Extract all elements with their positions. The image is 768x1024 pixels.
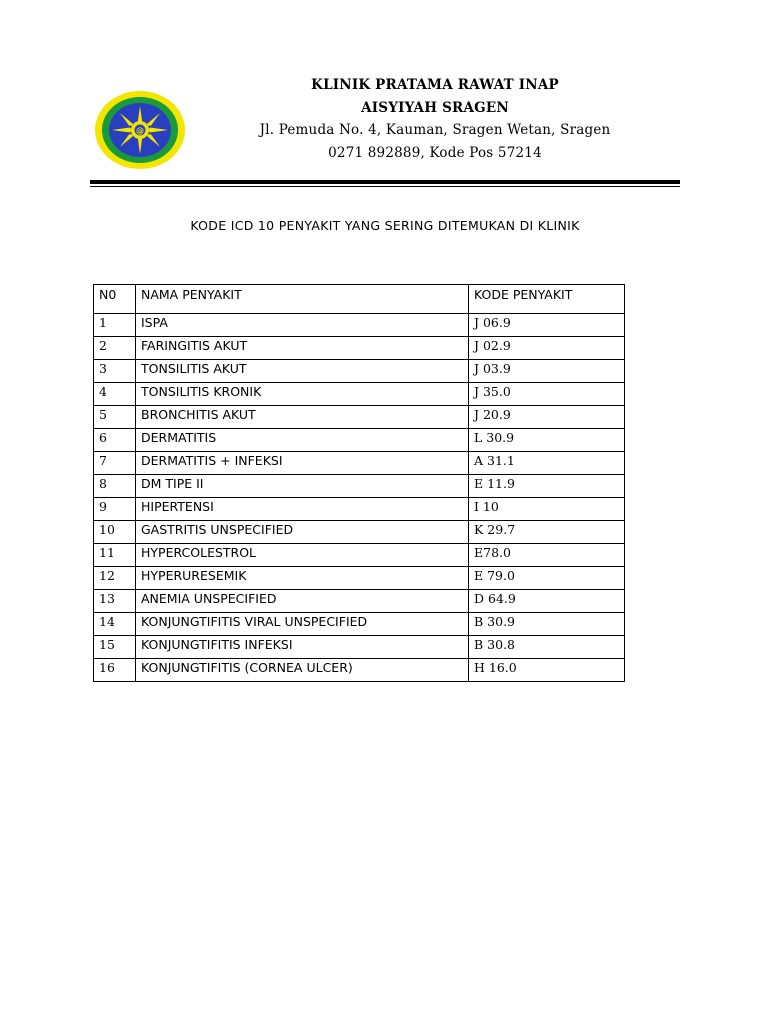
- disease-name: HYPERURESEMIK: [136, 567, 469, 590]
- document-title: KODE ICD 10 PENYAKIT YANG SERING DITEMUKAN DI KLINIK: [190, 218, 580, 233]
- clinic-location: AISYIYAH SRAGEN: [361, 99, 509, 116]
- icd-table: [93, 284, 625, 682]
- table-row: [94, 475, 625, 498]
- row-number: 9: [94, 498, 136, 521]
- disease-code: J 03.9: [469, 360, 625, 383]
- table-row: [94, 498, 625, 521]
- row-number: 5: [94, 406, 136, 429]
- table-row: [94, 544, 625, 567]
- clinic-address: Jl. Pemuda No. 4, Kauman, Sragen Wetan, Sragen: [259, 122, 611, 138]
- table-row: [94, 521, 625, 544]
- disease-name: FARINGITIS AKUT: [136, 337, 469, 360]
- disease-name: DM TIPE II: [136, 475, 469, 498]
- svg-text:@: @: [136, 126, 144, 136]
- table-row: [94, 659, 625, 682]
- disease-name: DERMATITIS: [136, 429, 469, 452]
- disease-name: BRONCHITIS AKUT: [136, 406, 469, 429]
- table-row: [94, 567, 625, 590]
- header-disease-name: NAMA PENYAKIT: [136, 285, 469, 314]
- table-row: [94, 452, 625, 475]
- disease-code: D 64.9: [469, 590, 625, 613]
- clinic-name: KLINIK PRATAMA RAWAT INAP: [311, 77, 559, 93]
- clinic-logo: [94, 90, 186, 170]
- table-row: [94, 314, 625, 337]
- disease-code: E 11.9: [469, 475, 625, 498]
- table-row: [94, 613, 625, 636]
- disease-name: ISPA: [136, 314, 469, 337]
- row-number: 12: [94, 567, 136, 590]
- disease-code: A 31.1: [469, 452, 625, 475]
- disease-code: E 79.0: [469, 567, 625, 590]
- disease-name: ANEMIA UNSPECIFIED: [136, 590, 469, 613]
- clinic-contact: 0271 892889, Kode Pos 57214: [328, 144, 542, 161]
- disease-code: B 30.9: [469, 613, 625, 636]
- row-number: 7: [94, 452, 136, 475]
- disease-code: B 30.8: [469, 636, 625, 659]
- disease-code: K 29.7: [469, 521, 625, 544]
- disease-code: I 10: [469, 498, 625, 521]
- header-no: N0: [94, 285, 136, 314]
- disease-code: E78.0: [469, 544, 625, 567]
- row-number: 6: [94, 429, 136, 452]
- row-number: 16: [94, 659, 136, 682]
- row-number: 3: [94, 360, 136, 383]
- disease-name: KONJUNGTIFITIS (CORNEA ULCER): [136, 659, 469, 682]
- disease-code: J 35.0: [469, 383, 625, 406]
- table-row: [94, 337, 625, 360]
- disease-name: KONJUNGTIFITIS VIRAL UNSPECIFIED: [136, 613, 469, 636]
- table-header-row: [94, 285, 625, 314]
- disease-code: J 06.9: [469, 314, 625, 337]
- table-row: [94, 590, 625, 613]
- disease-name: TONSILITIS KRONIK: [136, 383, 469, 406]
- table-row: [94, 360, 625, 383]
- disease-name: KONJUNGTIFITIS INFEKSI: [136, 636, 469, 659]
- row-number: 4: [94, 383, 136, 406]
- letterhead: [250, 74, 620, 164]
- row-number: 11: [94, 544, 136, 567]
- table-row: [94, 636, 625, 659]
- disease-name: TONSILITIS AKUT: [136, 360, 469, 383]
- disease-code: J 20.9: [469, 406, 625, 429]
- row-number: 10: [94, 521, 136, 544]
- row-number: 14: [94, 613, 136, 636]
- table-row: [94, 406, 625, 429]
- table-row: [94, 383, 625, 406]
- row-number: 1: [94, 314, 136, 337]
- row-number: 15: [94, 636, 136, 659]
- disease-name: GASTRITIS UNSPECIFIED: [136, 521, 469, 544]
- header-disease-code: KODE PENYAKIT: [469, 285, 625, 314]
- disease-code: L 30.9: [469, 429, 625, 452]
- disease-name: DERMATITIS + INFEKSI: [136, 452, 469, 475]
- disease-name: HYPERCOLESTROL: [136, 544, 469, 567]
- letterhead-divider-thick: [90, 180, 680, 184]
- disease-name: HIPERTENSI: [136, 498, 469, 521]
- disease-code: J 02.9: [469, 337, 625, 360]
- letterhead-divider-thin: [90, 186, 680, 187]
- row-number: 2: [94, 337, 136, 360]
- disease-code: H 16.0: [469, 659, 625, 682]
- table-row: [94, 429, 625, 452]
- row-number: 8: [94, 475, 136, 498]
- row-number: 13: [94, 590, 136, 613]
